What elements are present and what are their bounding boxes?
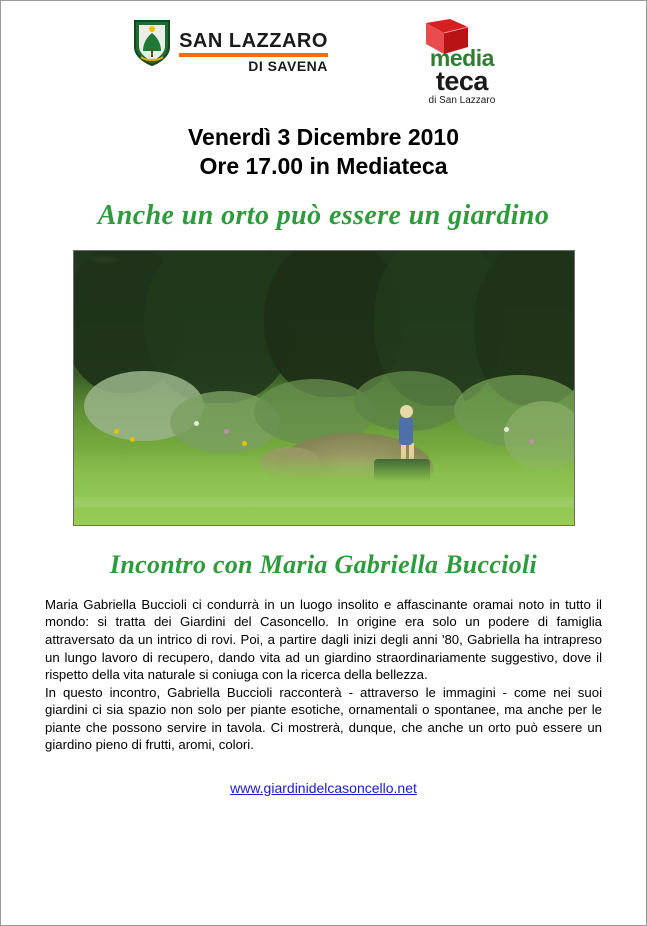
event-date: Venerdì 3 Dicembre 2010 [187,124,460,150]
mediateca-wordmark [408,47,516,106]
san-lazzaro-line1: SAN LAZZARO [179,30,328,52]
speaker-title: Incontro con Maria Gabriella Buccioli [109,549,538,579]
website-link-row [1,780,646,798]
page-title: Anche un orto può essere un giardino [97,199,550,231]
website-link[interactable]: www.giardinidelcasoncello.net [230,779,417,796]
logo-header [1,1,646,106]
flower-dot [529,439,534,444]
orange-rule [179,53,328,57]
san-lazzaro-wordmark [179,17,328,73]
garden-photo-image [74,251,574,525]
municipal-coat-of-arms-icon [131,17,173,69]
description-paragraph-2: In questo incontro, Gabriella Buccioli racconterà - attraverso le immagini - come nei suoi giardini ci sia spazio non solo per piante esotiche, ornamentali o spontanee, ma anche per le piante che possono servire in tavola. Ci mostrerà, dunque, che anche un orto può essere un giardino pieno di frutti, aromi, colori. [45,684,602,753]
event-photo [73,250,575,526]
san-lazzaro-line2: DI SAVENA [248,58,328,74]
flower-dot [224,429,229,434]
event-time: Ore 17.00 in Mediateca [199,153,448,180]
description-block [45,596,602,754]
flower-dot [194,421,199,426]
flower-dot [242,441,247,446]
mediateca-word-teca: teca [435,66,488,97]
child-body-shape [399,417,413,445]
child-head-shape [400,405,413,418]
flower-dot [504,427,509,432]
flower-dot [130,437,135,442]
description-paragraph-1: Maria Gabriella Buccioli ci condurrà in un luogo insolito e affascinante oramai noto in tutto il mondo: si tratta dei Giardini del Casoncello. In origine era solo un podere di famiglia attraversato da un intrico di rovi. Poi, a partire dagli inizi degli anni '80, Gabriella ha intrapreso un lungo lavoro di recupero, dando vita ad un giardino straordinariamente suggestivo, dove il rispetto della vita naturale si coniuga con la ricerca della bellezza. [45,596,602,683]
logo-mediateca [408,17,516,106]
mediateca-subtitle: di San Lazzaro [428,94,496,106]
logo-san-lazzaro [131,17,328,73]
event-date-block [1,123,646,182]
lawn-shape [74,453,574,525]
lawn-highlight [74,497,574,507]
flower-dot [114,429,119,434]
mediateca-word-media: media [429,45,494,71]
